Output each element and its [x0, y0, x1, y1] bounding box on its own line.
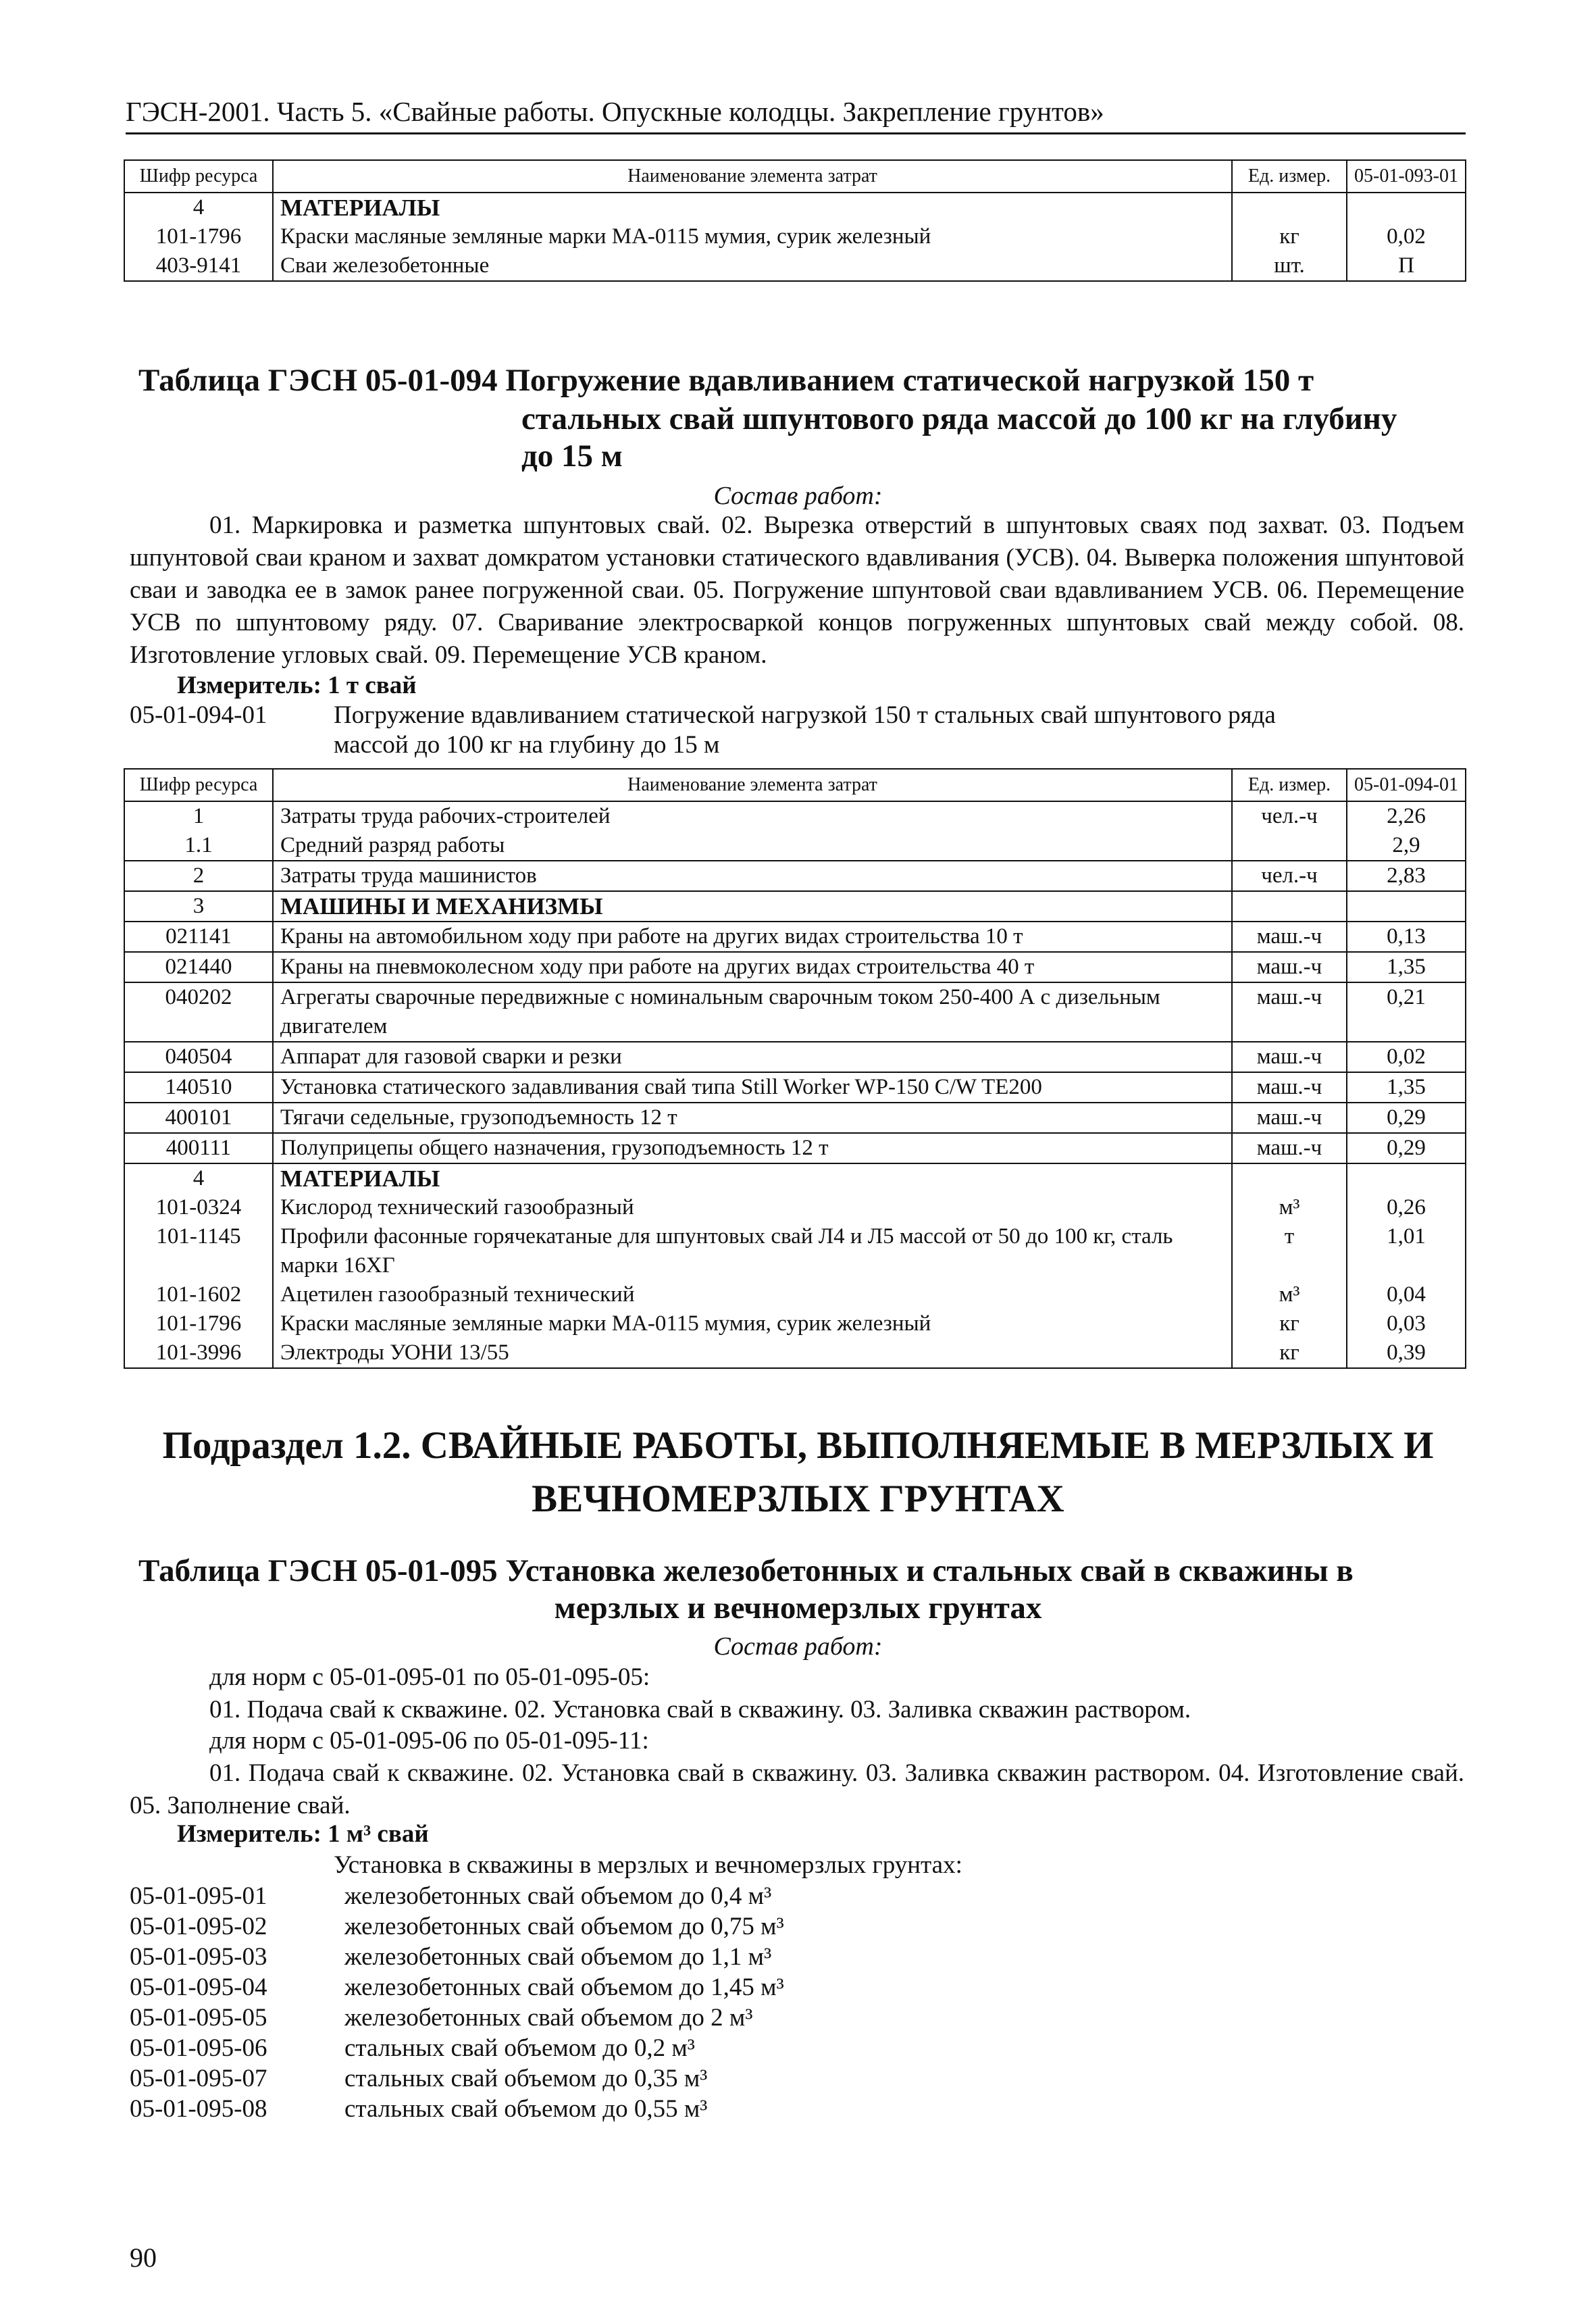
row-value: 0,02 — [1347, 1042, 1466, 1072]
row-unit: маш.-ч — [1232, 982, 1347, 1042]
row-name: Полуприцепы общего назначения, грузоподъемность 12 т — [273, 1133, 1232, 1163]
row-code: 1.1 — [124, 831, 273, 861]
row-code: 400101 — [124, 1103, 273, 1133]
row-value: 2,26 — [1347, 801, 1466, 831]
table-row — [124, 1042, 1466, 1072]
norm-code: 05-01-095-04 — [130, 1973, 267, 2001]
row-unit — [1232, 891, 1347, 922]
row-name: Кислород технический газообразный — [273, 1193, 1232, 1222]
col-header-code: Шифр ресурса — [124, 160, 273, 193]
row-name: МАТЕРИАЛЫ — [273, 1163, 1232, 1193]
row-unit: м³ — [1232, 1280, 1347, 1309]
norm-code: 05-01-095-05 — [130, 2004, 267, 2032]
running-header: ГЭСН-2001. Часть 5. «Свайные работы. Опускные колодцы. Закрепление грунтов» — [126, 95, 1466, 134]
row-name: Тягачи седельные, грузоподъемность 12 т — [273, 1103, 1232, 1133]
row-name: Ацетилен газообразный технический — [273, 1280, 1232, 1309]
table-row — [124, 861, 1466, 891]
norm-code: 05-01-095-01 — [130, 1882, 267, 1910]
row-unit: чел.-ч — [1232, 801, 1347, 831]
row-unit: маш.-ч — [1232, 1103, 1347, 1133]
row-name: МАШИНЫ И МЕХАНИЗМЫ — [273, 891, 1232, 922]
col-header-code: Шифр ресурса — [124, 769, 273, 801]
row-code: 101-1796 — [124, 1309, 273, 1338]
row-value: 1,35 — [1347, 1072, 1466, 1103]
table-095-title-line2: мерзлых и вечномерзлых грунтах — [554, 1590, 1042, 1626]
row-unit: маш.-ч — [1232, 922, 1347, 952]
row-name: Сваи железобетонные — [273, 251, 1232, 281]
col-header-norm: 05-01-093-01 — [1347, 160, 1466, 193]
row-unit: кг — [1232, 1309, 1347, 1338]
row-unit — [1232, 831, 1347, 861]
works-heading-095: Состав работ: — [713, 1632, 883, 1661]
norm-text: железобетонных свай объемом до 1,1 м³ — [344, 1943, 772, 1971]
table-row — [124, 831, 1466, 861]
table-row — [124, 952, 1466, 982]
row-code: 403-9141 — [124, 251, 273, 281]
row-unit — [1232, 193, 1347, 222]
norm-text: железобетонных свай объемом до 2 м³ — [344, 2004, 753, 2032]
page-number: 90 — [130, 2242, 157, 2273]
table-row — [124, 1222, 1466, 1280]
works-095-1: 01. Подача свай к скважине. 02. Установка свай в скважину. 03. Заливка скважин раствором. — [209, 1696, 1191, 1724]
for-norms-1: для норм с 05-01-095-01 по 05-01-095-05: — [209, 1663, 650, 1691]
row-code: 101-1602 — [124, 1280, 273, 1309]
row-value: 0,39 — [1347, 1338, 1466, 1368]
row-name: Агрегаты сварочные передвижные с номинальным сварочным током 250-400 А с дизельным двигателем — [273, 982, 1232, 1042]
row-value: П — [1347, 251, 1466, 281]
works-095-2: 01. Подача свай к скважине. 02. Установка свай в скважину. 03. Заливка скважин раствором. 04. Изготовление свай. 05. Заполнение свай. — [130, 1759, 1464, 1819]
norm-code: 05-01-095-03 — [130, 1943, 267, 1971]
row-unit: маш.-ч — [1232, 1042, 1347, 1072]
table-row — [124, 922, 1466, 952]
row-unit: м³ — [1232, 1193, 1347, 1222]
row-code: 040504 — [124, 1042, 273, 1072]
table-row — [124, 1163, 1466, 1193]
col-header-norm: 05-01-094-01 — [1347, 769, 1466, 801]
table-row — [124, 1309, 1466, 1338]
table-row — [124, 982, 1466, 1042]
table-row — [124, 193, 1466, 222]
for-norms-2: для норм с 05-01-095-06 по 05-01-095-11: — [209, 1727, 649, 1755]
row-name: Краны на автомобильном ходу при работе на других видах строительства 10 т — [273, 922, 1232, 952]
norm-text: железобетонных свай объемом до 1,45 м³ — [344, 1973, 784, 2001]
norm-text: стальных свай объемом до 0,55 м³ — [344, 2095, 708, 2123]
row-value: 0,04 — [1347, 1280, 1466, 1309]
norm-code: 05-01-095-08 — [130, 2095, 267, 2123]
works-heading-094: Состав работ: — [713, 482, 883, 510]
row-value — [1347, 891, 1466, 922]
row-code: 3 — [124, 891, 273, 922]
row-name: Затраты труда машинистов — [273, 861, 1232, 891]
col-header-name: Наименование элемента затрат — [273, 160, 1232, 193]
table-094-title-line3: до 15 м — [521, 438, 623, 474]
row-unit: т — [1232, 1222, 1347, 1280]
row-code: 101-1145 — [124, 1222, 273, 1280]
measure-094: Измеритель: 1 т свай — [177, 672, 417, 699]
norm-text: стальных свай объемом до 0,35 м³ — [344, 2065, 708, 2092]
row-value: 0,02 — [1347, 222, 1466, 251]
row-name: Затраты труда рабочих-строителей — [273, 801, 1232, 831]
row-unit: шт. — [1232, 251, 1347, 281]
col-header-unit: Ед. измер. — [1232, 769, 1347, 801]
table-row — [124, 891, 1466, 922]
row-name: Краски масляные земляные марки МА-0115 мумия, сурик железный — [273, 222, 1232, 251]
norm-text: стальных свай объемом до 0,2 м³ — [344, 2034, 695, 2062]
row-name: Электроды УОНИ 13/55 — [273, 1338, 1232, 1368]
col-header-unit: Ед. измер. — [1232, 160, 1347, 193]
row-code: 400111 — [124, 1133, 273, 1163]
row-value: 0,21 — [1347, 982, 1466, 1042]
resource-table-093 — [124, 159, 1466, 282]
table-row — [124, 1133, 1466, 1163]
col-header-name: Наименование элемента затрат — [273, 769, 1232, 801]
table-094-title-line2: стальных свай шпунтового ряда массой до 100 кг на глубину — [521, 401, 1397, 436]
resource-table-094 — [124, 768, 1466, 1369]
row-value: 0,26 — [1347, 1193, 1466, 1222]
row-unit: маш.-ч — [1232, 952, 1347, 982]
norm-095-intro: Установка в скважины в мерзлых и вечномерзлых грунтах: — [334, 1851, 962, 1879]
row-unit: маш.-ч — [1232, 1133, 1347, 1163]
row-name: Краны на пневмоколесном ходу при работе на других видах строительства 40 т — [273, 952, 1232, 982]
row-code: 101-1796 — [124, 222, 273, 251]
row-unit: чел.-ч — [1232, 861, 1347, 891]
row-unit: кг — [1232, 222, 1347, 251]
row-name: Средний разряд работы — [273, 831, 1232, 861]
row-code: 021440 — [124, 952, 273, 982]
row-name: Аппарат для газовой сварки и резки — [273, 1042, 1232, 1072]
norm-text: железобетонных свай объемом до 0,4 м³ — [344, 1882, 772, 1910]
row-code: 140510 — [124, 1072, 273, 1103]
norm-code: 05-01-095-07 — [130, 2065, 267, 2092]
row-value: 0,03 — [1347, 1309, 1466, 1338]
row-value: 0,29 — [1347, 1133, 1466, 1163]
subsection-heading-line2: ВЕЧНОМЕРЗЛЫХ ГРУНТАХ — [532, 1478, 1064, 1520]
row-name: Установка статического задавливания свай типа Still Worker WP-150 C/W TE200 — [273, 1072, 1232, 1103]
table-row — [124, 222, 1466, 251]
table-row — [124, 801, 1466, 831]
row-value: 1,35 — [1347, 952, 1466, 982]
norm-text: железобетонных свай объемом до 0,75 м³ — [344, 1913, 784, 1940]
measure-095: Измеритель: 1 м³ свай — [177, 1820, 429, 1848]
table-row — [124, 1193, 1466, 1222]
norm-094-01-line2: массой до 100 кг на глубину до 15 м — [334, 731, 720, 759]
works-text-094: 01. Маркировка и разметка шпунтовых свай. 02. Вырезка отверстий в шпунтовых сваях под захват. 03. Подъем шпунтовой сваи краном и захват домкратом установки статического вдавливания (УСВ). 04. Выверка положения шпунтовой сваи и заводка ее в замок ранее погруженной сваи. 05. Погружение шпунтовой сваи вдавливанием УСВ. 06. Перемещение УСВ по шпунтовому ряду. 07. Сваривание электросваркой концов погруженных шпунтовых свай между собой. 08. Изготовление угловых свай. 09. Перемещение УСВ краном. — [130, 511, 1464, 669]
norm-code: 05-01-095-06 — [130, 2034, 267, 2062]
row-code: 2 — [124, 861, 273, 891]
table-row — [124, 1338, 1466, 1368]
row-value: 2,9 — [1347, 831, 1466, 861]
row-name: МАТЕРИАЛЫ — [273, 193, 1232, 222]
row-code: 101-0324 — [124, 1193, 273, 1222]
norm-code: 05-01-095-02 — [130, 1913, 267, 1940]
row-code: 1 — [124, 801, 273, 831]
table-094-title-line1: Таблица ГЭСН 05-01-094 Погружение вдавливанием статической нагрузкой 150 т — [138, 363, 1314, 398]
row-value — [1347, 1163, 1466, 1193]
row-unit: маш.-ч — [1232, 1072, 1347, 1103]
subsection-heading-line1: Подраздел 1.2. СВАЙНЫЕ РАБОТЫ, ВЫПОЛНЯЕМЫЕ В МЕРЗЛЫХ И — [162, 1424, 1434, 1467]
row-value: 0,13 — [1347, 922, 1466, 952]
row-code: 040202 — [124, 982, 273, 1042]
norm-text: Погружение вдавливанием статической нагрузкой 150 т стальных свай шпунтового ряда — [334, 701, 1276, 729]
table-row — [124, 251, 1466, 281]
row-value: 2,83 — [1347, 861, 1466, 891]
row-unit: кг — [1232, 1338, 1347, 1368]
table-095-title-line1: Таблица ГЭСН 05-01-095 Установка железобетонных и стальных свай в скважины в — [138, 1553, 1354, 1588]
row-code: 4 — [124, 193, 273, 222]
row-code: 021141 — [124, 922, 273, 952]
row-code: 4 — [124, 1163, 273, 1193]
row-value — [1347, 193, 1466, 222]
row-unit — [1232, 1163, 1347, 1193]
row-name: Краски масляные земляные марки МА-0115 мумия, сурик железный — [273, 1309, 1232, 1338]
row-value: 0,29 — [1347, 1103, 1466, 1133]
table-row — [124, 1103, 1466, 1133]
row-value: 1,01 — [1347, 1222, 1466, 1280]
row-code: 101-3996 — [124, 1338, 273, 1368]
table-row — [124, 1072, 1466, 1103]
row-name: Профили фасонные горячекатаные для шпунтовых свай Л4 и Л5 массой от 50 до 100 кг, сталь марки 16ХГ — [273, 1222, 1232, 1280]
norm-code: 05-01-094-01 — [130, 701, 267, 729]
table-row — [124, 1280, 1466, 1309]
